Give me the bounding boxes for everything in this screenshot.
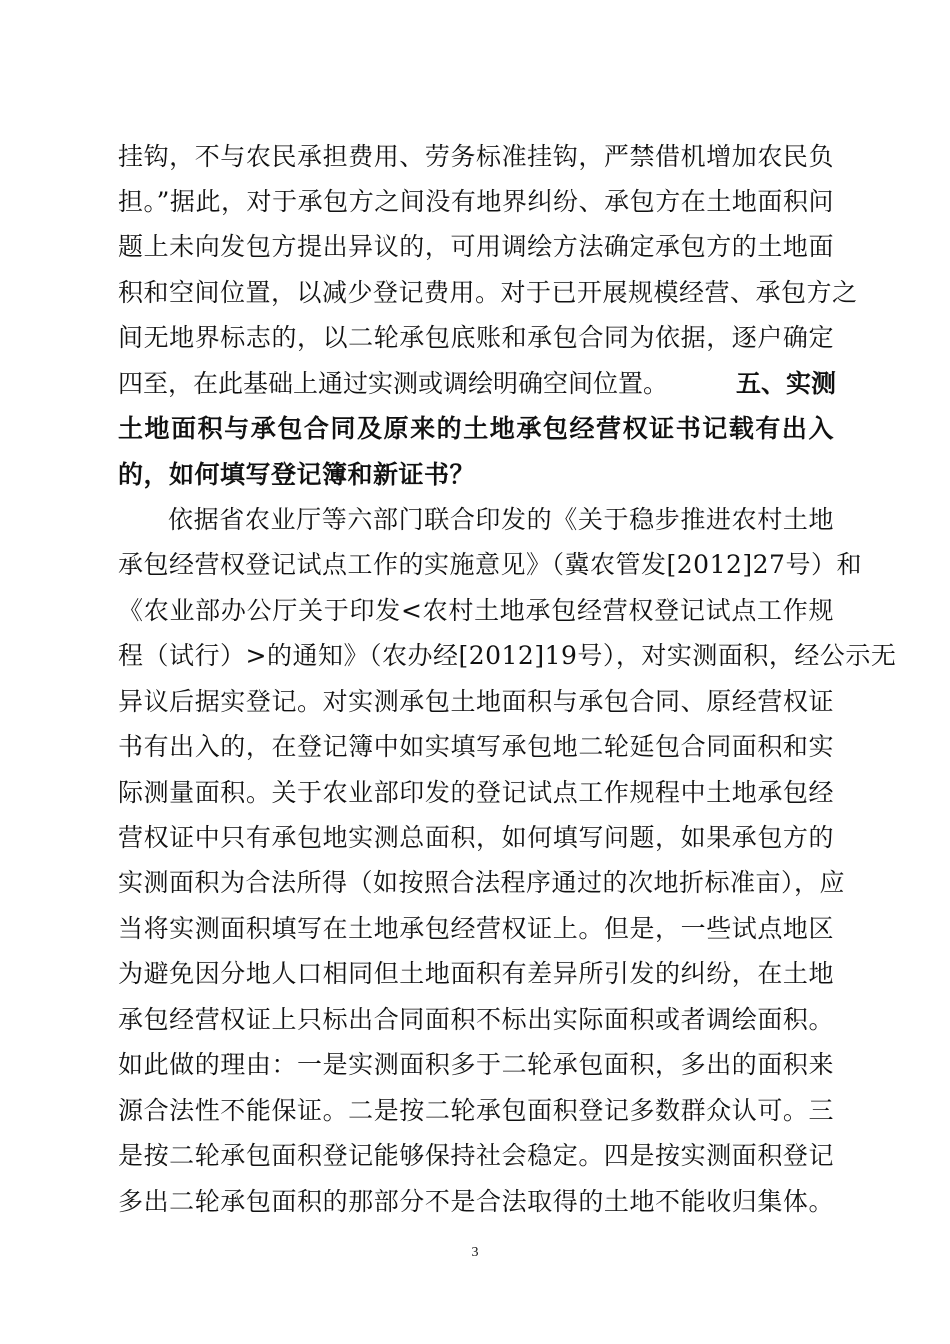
- paragraph-line: 承包经营权登记试点工作的实施意见》（冀农管发[2012]27号）和: [118, 550, 862, 579]
- text-line: 四至，在此基础上通过实测或调绘明确空间位置。: [118, 369, 669, 398]
- paragraph-line: 书有出入的，在登记簿中如实填写承包地二轮延包合同面积和实: [118, 732, 834, 761]
- paragraph-line: 异议后据实登记。对实测承包土地面积与承包合同、原经营权证: [118, 687, 834, 716]
- section-heading: 土地面积与承包合同及原来的土地承包经营权证书记载有出入: [118, 414, 834, 443]
- paragraph-line: 当将实测面积填写在土地承包经营权证上。但是，一些试点地区: [118, 914, 834, 943]
- paragraph-line: 是按二轮承包面积登记能够保持社会稳定。四是按实测面积登记: [118, 1141, 834, 1170]
- paragraph-line: 程（试行）>的通知》（农办经[2012]19号），对实测面积，经公示无: [118, 641, 897, 670]
- text-line: 挂钩，不与农民承担费用、劳务标准挂钩，严禁借机增加农民负: [118, 142, 834, 171]
- paragraph-line: 《农业部办公厅关于印发<农村土地承包经营权登记试点工作规: [118, 596, 834, 625]
- paragraph-line: 多出二轮承包面积的那部分不是合法取得的土地不能收归集体。: [118, 1187, 834, 1216]
- section-heading-start: 五、实测: [736, 369, 837, 398]
- paragraph-line: 实测面积为合法所得（如按照合法程序通过的次地折标准亩），应: [118, 868, 846, 897]
- paragraph-line: 源合法性不能保证。二是按二轮承包面积登记多数群众认可。三: [118, 1096, 834, 1125]
- paragraph-line: 际测量面积。关于农业部印发的登记试点工作规程中土地承包经: [118, 778, 834, 807]
- text-line: 积和空间位置，以减少登记费用。对于已开展规模经营、承包方之: [118, 278, 858, 307]
- text-line: 题上未向发包方提出异议的，可用调绘方法确定承包方的土地面: [118, 232, 834, 261]
- paragraph-line: 如此做的理由：一是实测面积多于二轮承包面积，多出的面积来: [118, 1050, 834, 1079]
- text-line: 间无地界标志的，以二轮承包底账和承包合同为依据，逐户确定: [118, 323, 834, 352]
- paragraph-line: 营权证中只有承包地实测总面积，如何填写问题，如果承包方的: [118, 823, 834, 852]
- page-number: 3: [471, 1245, 479, 1260]
- paragraph-line: 承包经营权证上只标出合同面积不标出实际面积或者调绘面积。: [118, 1005, 834, 1034]
- paragraph-line: 依据省农业厅等六部门联合印发的《关于稳步推进农村土地: [168, 505, 834, 534]
- section-heading-end: 的，如何填写登记簿和新证书？: [118, 460, 476, 489]
- text-line: 担。”据此，对于承包方之间没有地界纠纷、承包方在土地面积问: [118, 187, 834, 216]
- paragraph-line: 为避免因分地人口相同但土地面积有差异所引发的纠纷，在土地: [118, 959, 834, 988]
